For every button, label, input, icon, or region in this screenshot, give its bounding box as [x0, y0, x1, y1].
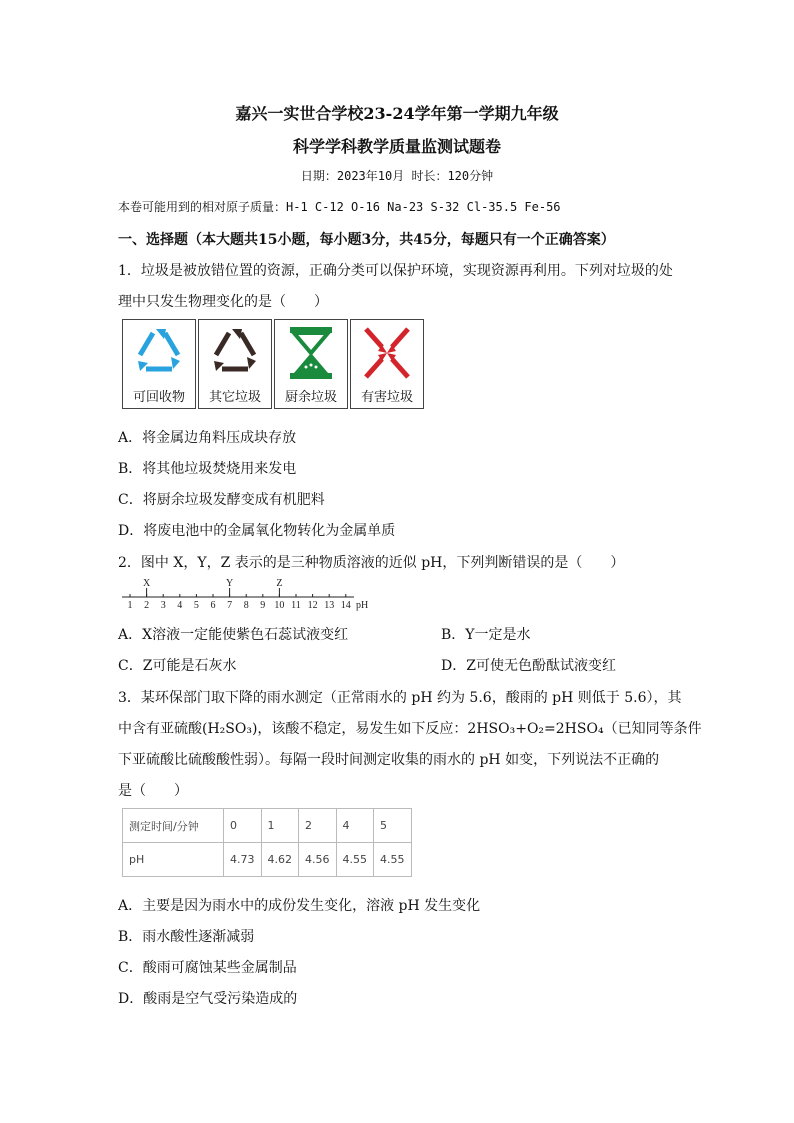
- ph-header-cell: pH: [123, 843, 224, 877]
- q1-stem-line2: 理中只发生物理变化的是（ ）: [118, 294, 328, 310]
- q2-option-c[interactable]: C．Z可能是石灰水: [118, 658, 237, 674]
- ph-marker-label: Y: [225, 578, 234, 589]
- other-waste-label: 其它垃圾: [208, 390, 261, 405]
- ph-tick-label: 14: [340, 600, 351, 611]
- ph-tick-label: 9: [260, 600, 266, 611]
- ph-unit-label: pH: [356, 600, 369, 611]
- kitchen-waste-label: 厨余垃圾: [284, 390, 337, 405]
- q1-option-c[interactable]: C．将厨余垃圾发酵变成有机肥料: [118, 492, 325, 508]
- q3-stem-line4: 是（ ）: [118, 783, 188, 799]
- other-waste-sign: [198, 319, 272, 409]
- kitchen-waste-sign: [274, 319, 348, 409]
- ph-marker-label: Z: [276, 578, 283, 589]
- hazardous-waste-icon: [354, 323, 420, 383]
- table-row: [123, 843, 412, 877]
- q3-option-b[interactable]: B．雨水酸性逐渐减弱: [118, 929, 255, 945]
- q2-option-a[interactable]: A．X溶液一定能使紫色石蕊试液变红: [118, 627, 349, 643]
- ph-cell: 4.56: [299, 843, 337, 877]
- time-header-cell: 测定时间/分钟: [123, 809, 224, 843]
- ph-tick-label: 1: [127, 600, 133, 611]
- ph-marker-label: X: [142, 578, 151, 589]
- ph-cell: 4.55: [374, 843, 412, 877]
- q3-stem-line1: 3．某环保部门取下降的雨水测定（正常雨水的 pH 约为 5.6，酸雨的 pH 则低于 5.6），其: [118, 690, 682, 706]
- q2-option-d[interactable]: D．Z可使无色酚酞试液变红: [441, 658, 616, 674]
- ph-scale-diagram: [118, 574, 380, 614]
- ph-tick-label: 12: [307, 600, 318, 611]
- ph-cell: 4.62: [261, 843, 299, 877]
- q2-stem: 2．图中 X，Y，Z 表示的是三种物质溶液的近似 pH，下列判断错误的是（ ）: [118, 555, 625, 571]
- ph-tick-label: 3: [160, 600, 166, 611]
- section-heading: 一、选择题（本大题共15小题，每小题3分，共45分，每题只有一个正确答案）: [118, 232, 615, 248]
- ph-tick-label: 8: [243, 600, 249, 611]
- ph-tick-label: 2: [144, 600, 150, 611]
- recyclable-label: 可回收物: [132, 390, 185, 405]
- ph-cell: 4.55: [336, 843, 374, 877]
- q3-option-c[interactable]: C．酸雨可腐蚀某些金属制品: [118, 960, 297, 976]
- hazardous-waste-sign: [350, 319, 424, 409]
- time-cell: 4: [336, 809, 374, 843]
- exam-title: 嘉兴一实世合学校23-24学年第一学期九年级: [235, 104, 559, 123]
- q1-option-d[interactable]: D．将废电池中的金属氧化物转化为金属单质: [118, 523, 396, 539]
- ph-tick-label: 5: [193, 600, 199, 611]
- q3-stem-line2: 中含有亚硫酸(H₂SO₃)，该酸不稳定，易发生如下反应：2HSO₃+O₂=2HSO₄（已知同等条件: [118, 721, 702, 737]
- ph-tick-label: 6: [210, 600, 216, 611]
- q1-option-a[interactable]: A．将金属边角料压成块存放: [118, 430, 297, 446]
- hazardous-waste-label: 有害垃圾: [360, 390, 413, 405]
- ph-tick-label: 11: [291, 600, 301, 611]
- time-cell: 0: [224, 809, 262, 843]
- q1-stem-line1: 1．垃圾是被放错位置的资源，正确分类可以保护环境，实现资源再利用。下列对垃圾的处: [118, 263, 673, 279]
- ph-tick-label: 4: [177, 600, 183, 611]
- other-waste-icon: [202, 323, 268, 383]
- exam-date-duration: 日期：2023年10月 时长：120分钟: [300, 169, 494, 183]
- kitchen-waste-icon: [278, 323, 344, 383]
- time-cell: 5: [374, 809, 412, 843]
- ph-cell: 4.73: [224, 843, 262, 877]
- q3-option-a[interactable]: A．主要是因为雨水中的成份发生变化，溶液 pH 发生变化: [118, 898, 481, 914]
- q3-stem-line3: 下亚硫酸比硫酸酸性弱）。每隔一段时间测定收集的雨水的 pH 如变，下列说法不正确的: [118, 752, 660, 768]
- q2-option-b[interactable]: B．Y一定是水: [441, 627, 531, 643]
- time-cell: 2: [299, 809, 337, 843]
- ph-measurement-table: [122, 808, 412, 877]
- atomic-masses: 本卷可能用到的相对原子质量：H-1 C-12 O-16 Na-23 S-32 Cl-35.5 Fe-56: [118, 200, 561, 214]
- time-cell: 1: [261, 809, 299, 843]
- ph-tick-label: 13: [324, 600, 335, 611]
- q3-option-d[interactable]: D．酸雨是空气受污染造成的: [118, 991, 298, 1007]
- recycle-icon: [126, 323, 192, 383]
- recyclable-sign: [122, 319, 196, 409]
- exam-subtitle: 科学学科教学质量监测试题卷: [292, 137, 501, 156]
- ph-tick-label: 7: [227, 600, 233, 611]
- q1-option-b[interactable]: B．将其他垃圾焚烧用来发电: [118, 461, 297, 477]
- table-row: [123, 809, 412, 843]
- ph-tick-label: 10: [274, 600, 285, 611]
